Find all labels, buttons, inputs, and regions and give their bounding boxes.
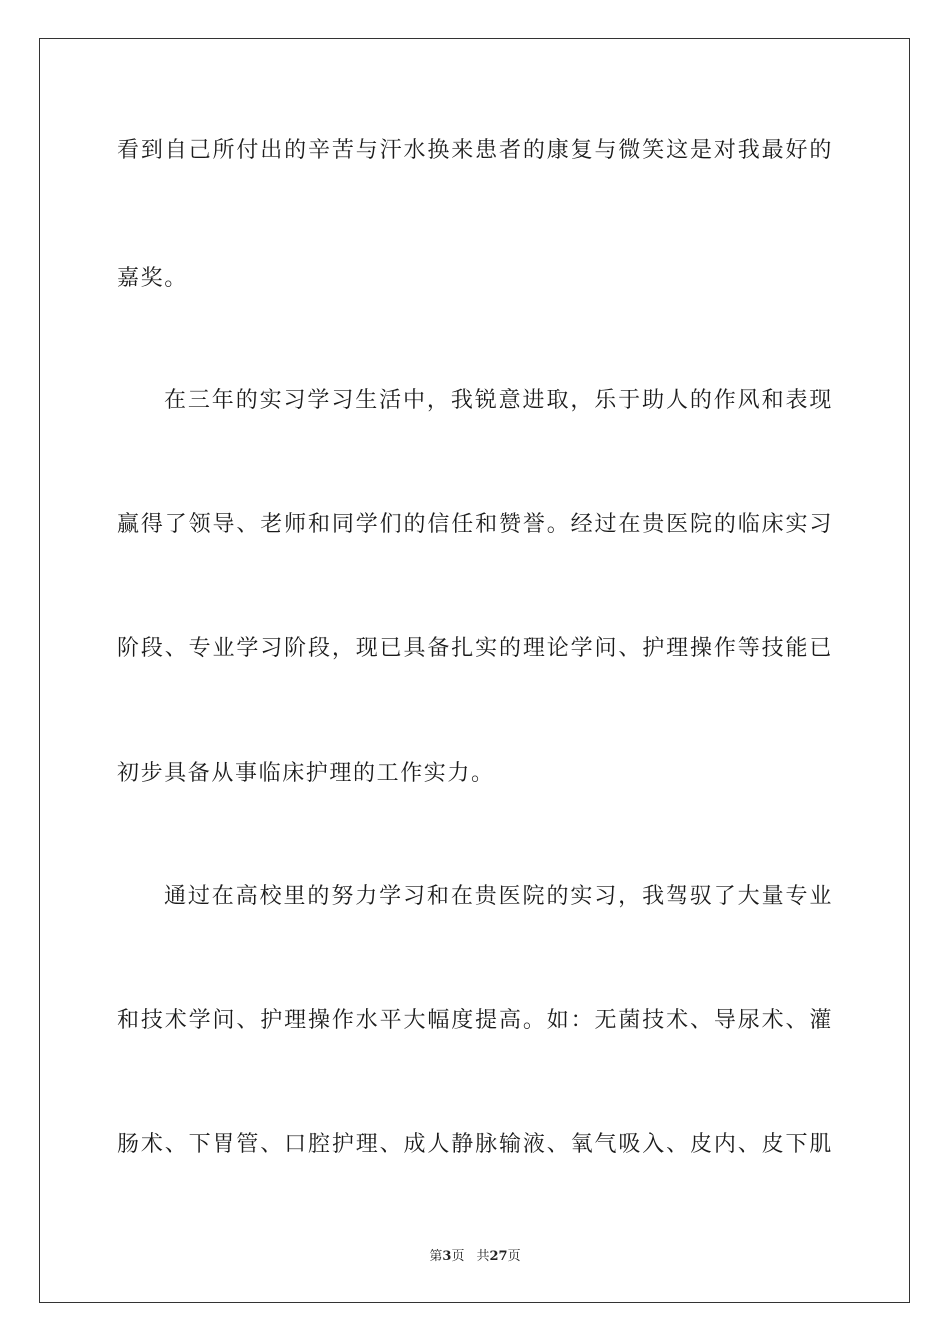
page-footer xyxy=(0,1248,950,1266)
total-suffix: 页 xyxy=(507,1249,521,1264)
paragraph-first-line: 通过在高校里的努力学习和在贵医院的实习，我驾驭了大量专业 xyxy=(164,884,833,909)
text-line: 看到自己所付出的辛苦与汗水换来患者的康复与微笑这是对我最好的 xyxy=(117,138,833,163)
text-line: 赢得了领导、老师和同学们的信任和赞誉。经过在贵医院的临床实习 xyxy=(117,512,833,537)
page-border xyxy=(39,38,910,1303)
text-line: 肠术、下胃管、口腔护理、成人静脉输液、氧气吸入、皮内、皮下肌 xyxy=(117,1132,833,1157)
text-line: 嘉奖。 xyxy=(117,266,188,291)
total-pages: 27 xyxy=(489,1249,508,1264)
text-line: 阶段、专业学习阶段，现已具备扎实的理论学问、护理操作等技能已 xyxy=(117,636,833,661)
text-line: 和技术学问、护理操作水平大幅度提高。如：无菌技术、导尿术、灌 xyxy=(117,1008,833,1033)
page-number: 3 xyxy=(442,1249,452,1264)
total-prefix: 共 xyxy=(476,1249,490,1264)
page-prefix: 第 xyxy=(429,1249,443,1264)
page-suffix: 页 xyxy=(451,1249,465,1264)
text-line: 初步具备从事临床护理的工作实力。 xyxy=(117,761,495,786)
paragraph-first-line: 在三年的实习学习生活中，我锐意进取，乐于助人的作风和表现 xyxy=(164,388,833,413)
